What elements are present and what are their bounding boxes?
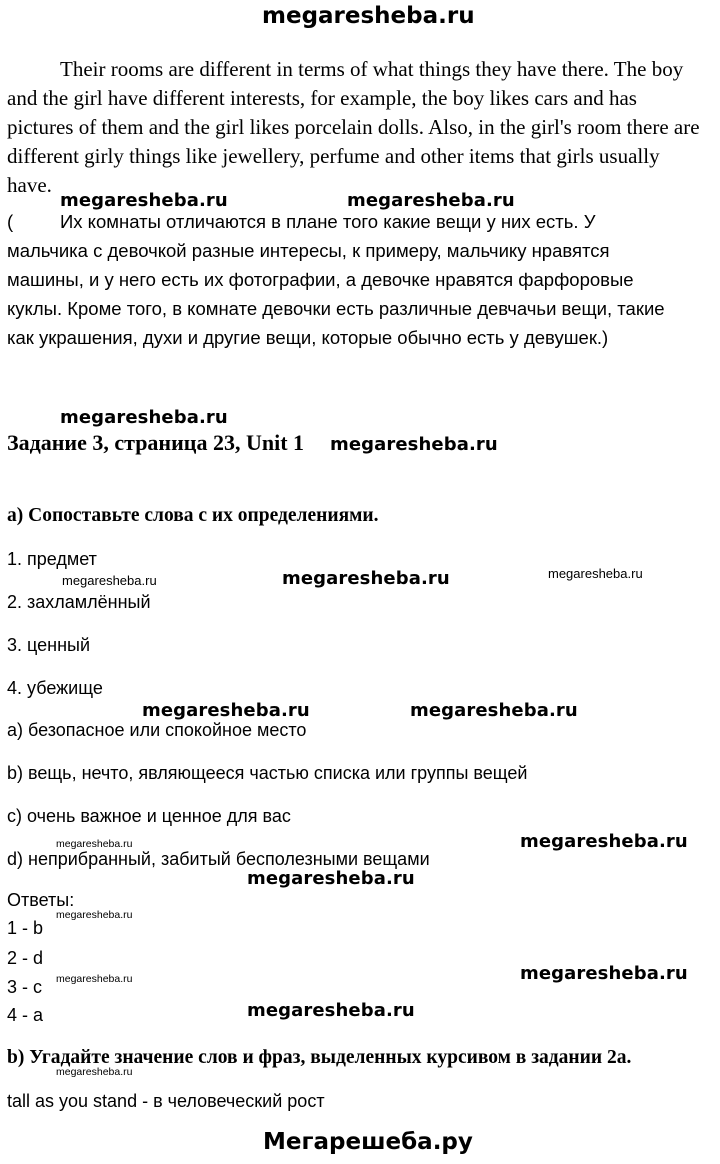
definition-item: a) безопасное или спокойное место xyxy=(7,720,307,740)
russian-paragraph xyxy=(7,207,707,352)
russian-line: куклы. Кроме того, в комнате девочки есть различные девчачьи вещи, такие xyxy=(7,298,665,319)
part-b-instruction: b) Угадайте значение слов и фраз, выделенных курсивом в задании 2a. xyxy=(7,1047,632,1068)
word-item: 2. захламлённый xyxy=(7,592,151,612)
watermark: megaresheba.ru xyxy=(282,568,450,589)
english-line: different girly things like jewellery, perfume and other items that girls usually xyxy=(7,144,660,168)
english-line: pictures of them and the girl likes porcelain dolls. Also, in the girl's room there are xyxy=(7,115,700,139)
russian-line: мальчика с девочкой разные интересы, к примеру, мальчику нравятся xyxy=(7,240,610,261)
site-header[interactable]: megaresheba.ru xyxy=(262,3,475,29)
part-b-item: tall as you stand - в человеческий рост xyxy=(7,1091,325,1111)
answers-label: Ответы: xyxy=(7,890,75,910)
russian-line: как украшения, духи и другие вещи, которые обычно есть у девушек.) xyxy=(7,327,609,348)
watermark: megaresheba.ru xyxy=(56,909,133,921)
answer-item: 2 - d xyxy=(7,948,44,968)
watermark: megaresheba.ru xyxy=(247,1000,415,1021)
watermark: megaresheba.ru xyxy=(60,407,228,428)
english-line: have. xyxy=(7,173,52,197)
answer-item: 3 - c xyxy=(7,977,43,997)
english-paragraph xyxy=(7,55,700,200)
watermark: megaresheba.ru xyxy=(520,963,688,984)
watermark: megaresheba.ru xyxy=(520,831,688,852)
watermark: megaresheba.ru xyxy=(548,566,643,581)
word-item: 1. предмет xyxy=(7,549,97,569)
site-footer[interactable]: Мегарешеба.ру xyxy=(263,1129,473,1155)
definition-item: b) вещь, нечто, являющееся частью списка или группы вещей xyxy=(7,763,528,783)
watermark: megaresheba.ru xyxy=(56,1066,133,1078)
english-line: Their rooms are different in terms of what things they have there. The boy xyxy=(60,57,684,81)
watermark: megaresheba.ru xyxy=(330,434,498,455)
watermark: megaresheba.ru xyxy=(62,573,157,588)
watermark: megaresheba.ru xyxy=(247,868,415,889)
russian-line-text: Их комнаты отличаются в плане того какие вещи у них есть. У xyxy=(60,211,596,232)
watermark: megaresheba.ru xyxy=(56,838,133,850)
watermark: megaresheba.ru xyxy=(410,700,578,721)
watermark: megaresheba.ru xyxy=(60,190,228,211)
definition-item: d) неприбранный, забитый бесполезными вещами xyxy=(7,849,430,869)
russian-line xyxy=(7,207,707,236)
english-line: and the girl have different interests, for example, the boy likes cars and has xyxy=(7,86,637,110)
definition-item: c) очень важное и ценное для вас xyxy=(7,806,291,826)
watermark: megaresheba.ru xyxy=(347,190,515,211)
word-item: 3. ценный xyxy=(7,635,91,655)
open-paren: ( xyxy=(7,211,14,232)
part-a-instruction: a) Сопоставьте слова с их определениями. xyxy=(7,505,379,526)
answer-item: 4 - a xyxy=(7,1005,44,1025)
answer-item: 1 - b xyxy=(7,918,44,938)
word-item: 4. убежище xyxy=(7,678,103,698)
task-title: Задание 3, страница 23, Unit 1 xyxy=(7,430,305,455)
russian-line: машины, и у него есть их фотографии, а девочке нравятся фарфоровые xyxy=(7,269,634,290)
watermark: megaresheba.ru xyxy=(56,973,133,985)
watermark: megaresheba.ru xyxy=(142,700,310,721)
